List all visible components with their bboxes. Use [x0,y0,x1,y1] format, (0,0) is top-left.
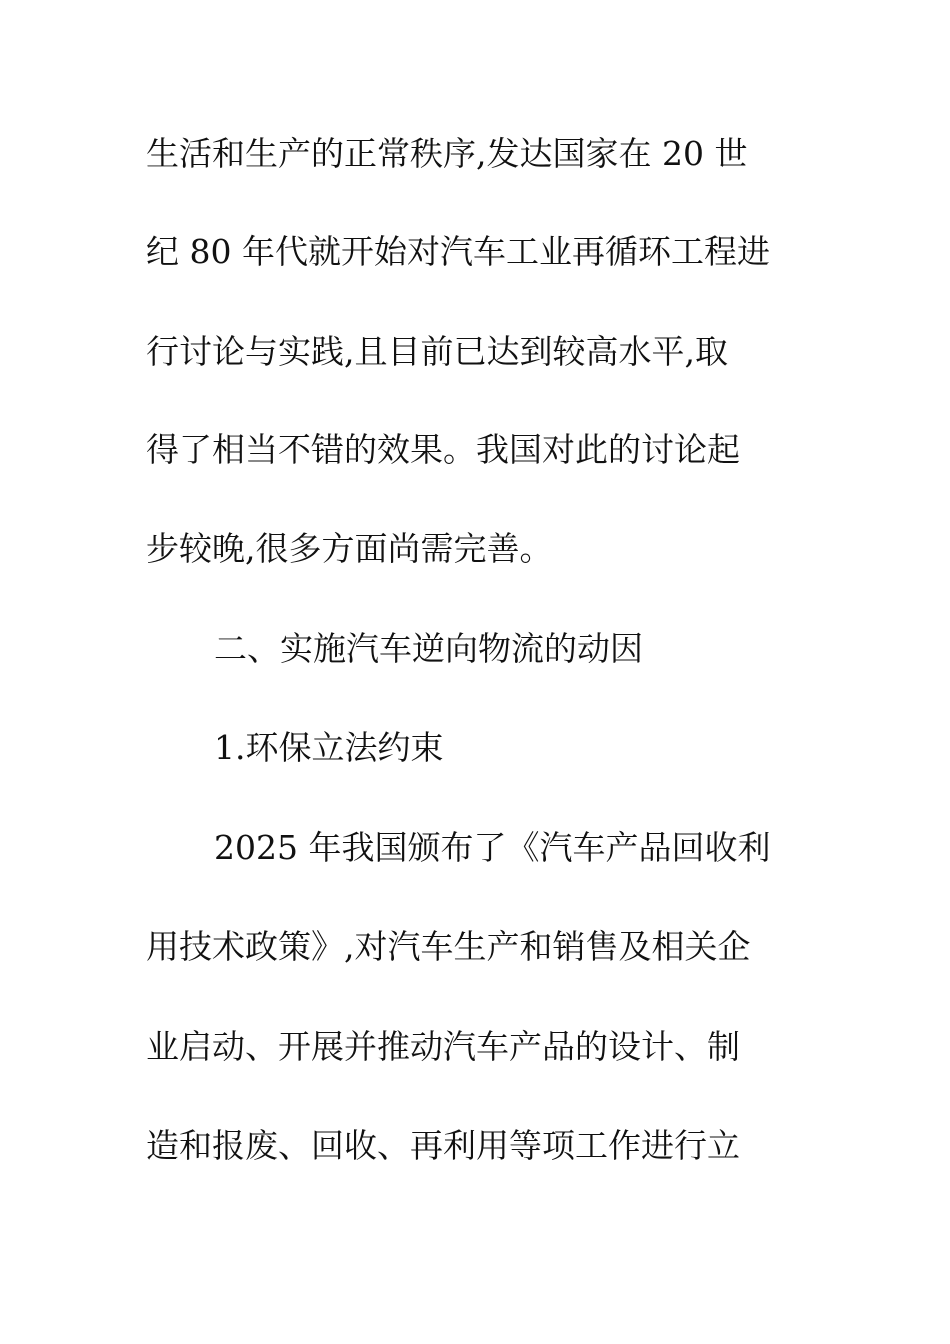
body-text-line: 业启动、开展并推动汽车产品的设计、制 [146,1027,740,1066]
body-text-line: 得了相当不错的效果。我国对此的讨论起 [146,430,740,469]
body-text-line: 步较晚,很多方面尚需完善。 [146,529,553,568]
body-text-line: 造和报废、回收、再利用等项工作进行立 [146,1126,740,1165]
section-heading: 二、实施汽车逆向物流的动因 [214,629,643,668]
body-text-line: 用技术政策》,对汽车生产和销售及相关企 [146,927,751,966]
body-text-line: 行讨论与实践,且目前已达到较高水平,取 [146,332,728,371]
subsection-heading: 1.环保立法约束 [214,728,444,767]
body-text-line: 纪 80 年代就开始对汽车工业再循环工程进 [146,232,770,271]
body-text-line: 2025 年我国颁布了《汽车产品回收利 [214,828,771,867]
body-text-line: 生活和生产的正常秩序,发达国家在 20 世 [146,134,748,173]
